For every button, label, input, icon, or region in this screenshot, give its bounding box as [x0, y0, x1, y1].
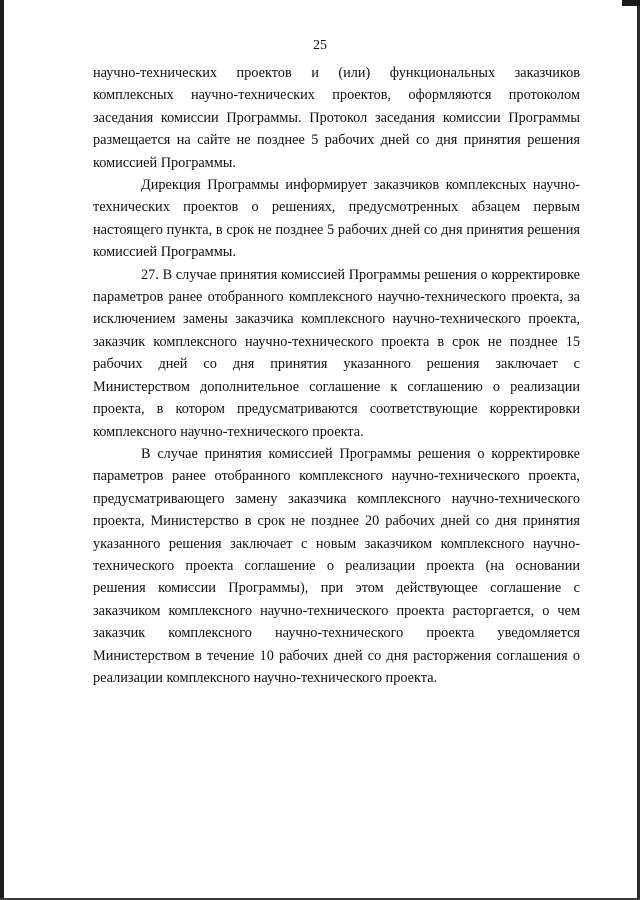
paragraph-clause-27: 27. В случае принятия комиссией Программы решения о корректировке параметров ранее отобранного комплексного научно-технического проекта, за исключением замены заказчика комплексного научно-технического проекта, заказчик комплексного научно-технического проекта в срок не позднее 15 рабочих дней со дня принятия указанного решения заключает с Министерством дополнительное соглашение к соглашению о реализации проекта, в котором предусматриваются соответствующие корректировки комплексного научно-технического проекта. — [93, 266, 580, 440]
paragraph-directorate-info: Дирекция Программы информирует заказчиков комплексных научно-технических проектов о решениях, предусмотренных абзацем первым настоящего пункта, в срок не позднее 5 рабочих дней со дня принятия решения комиссией Программы. — [93, 177, 580, 261]
page-number: 25 — [313, 38, 327, 53]
paragraph-customer-replacement: В случае принятия комиссией Программы решения о корректировке параметров ранее отобранного комплексного научно-технического проекта, предусматривающего замену заказчика комплексного научно-технического проекта, Министерство в срок не позднее 20 рабочих дней со дня принятия указанного решения заключает с новым заказчиком комплексного научно-технического проекта соглашение о реализации проекта (на основании решения комиссии Программы), при этом действующее соглашение с заказчиком комплексного научно-технического проекта расторгается, о чем заказчик комплексного научно-технического проекта уведомляется Министерством в течение 10 рабочих дней со дня расторжения соглашения о реализации комплексного научно-технического проекта. — [93, 445, 580, 686]
scan-edge-top-right — [622, 0, 640, 6]
paragraph-continuation: научно-технических проектов и (или) функциональных заказчиков комплексных научно-технических проектов, оформляются протоколом заседания комиссии Программы. Протокол заседания комиссии Программы размещается на сайте не позднее 5 рабочих дней со дня принятия решения комиссией Программы. — [93, 65, 580, 171]
document-body — [93, 62, 580, 689]
scan-edge-left — [0, 0, 4, 900]
